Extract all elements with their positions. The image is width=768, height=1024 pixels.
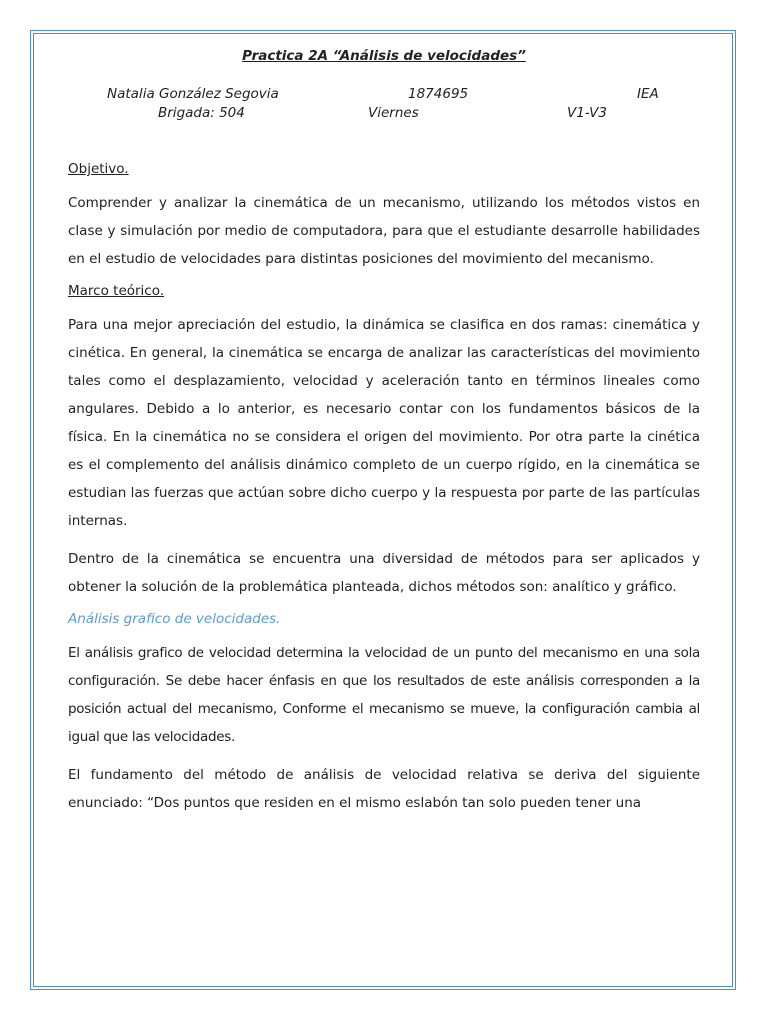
brigade: Brigada: 504 — [158, 105, 245, 121]
hour: V1-V3 — [567, 105, 607, 121]
graphic-paragraph-1: El análisis grafico de velocidad determina la velocidad de un punto del mecanismo en una sola configuración. Se debe hacer énfasis en que los resultados de este análisis corresponden a la posición actual del mecanismo, Conforme el mecanismo se mueve, la configuración cambia al igual que las velocidades. — [68, 645, 700, 745]
student-name: Natalia González Segovia — [107, 86, 279, 102]
document-title: Practica 2A “Análisis de velocidades” — [242, 48, 526, 64]
graphic-paragraph-2: El fundamento del método de análisis de velocidad relativa se deriva del siguiente enunciado: “Dos puntos que residen en el mismo eslabón tan solo pueden tener una — [68, 767, 700, 811]
day: Viernes — [368, 105, 419, 121]
student-id: 1874695 — [408, 86, 469, 102]
theory-paragraph-1: Para una mejor apreciación del estudio, la dinámica se clasifica en dos ramas: cinemática y cinética. En general, la cinemática se encarga de analizar las características del movimiento tales como el desplazamiento, velocidad y aceleración tanto en términos lineales como angulares. Debido a lo anterior, es necesario contar con los fundamentos básicos de la física. En la cinemática no se considera el origen del movimiento. Por otra parte la cinética es el complemento del análisis dinámico completo de un cuerpo rígido, en la cinemática se estudian las fuerzas que actúan sobre dicho cuerpo y la respuesta por parte de las partículas internas. — [68, 317, 700, 529]
theory-heading: Marco teórico. — [68, 283, 165, 299]
document-body — [68, 161, 700, 827]
objective-text: Comprender y analizar la cinemática de un mecanismo, utilizando los métodos vistos en clase y simulación por medio de computadora, para que el estudiante desarrolle habilidades en el estudio de velocidades para distintas posiciones del movimiento del mecanismo. — [68, 195, 700, 267]
graphic-analysis-heading: Análisis grafico de velocidades. — [68, 611, 281, 627]
objective-heading: Objetivo. — [68, 161, 129, 177]
career: IEA — [637, 86, 659, 102]
theory-paragraph-2: Dentro de la cinemática se encuentra una diversidad de métodos para ser aplicados y obtener la solución de la problemática planteada, dichos métodos son: analítico y gráfico. — [68, 551, 700, 595]
